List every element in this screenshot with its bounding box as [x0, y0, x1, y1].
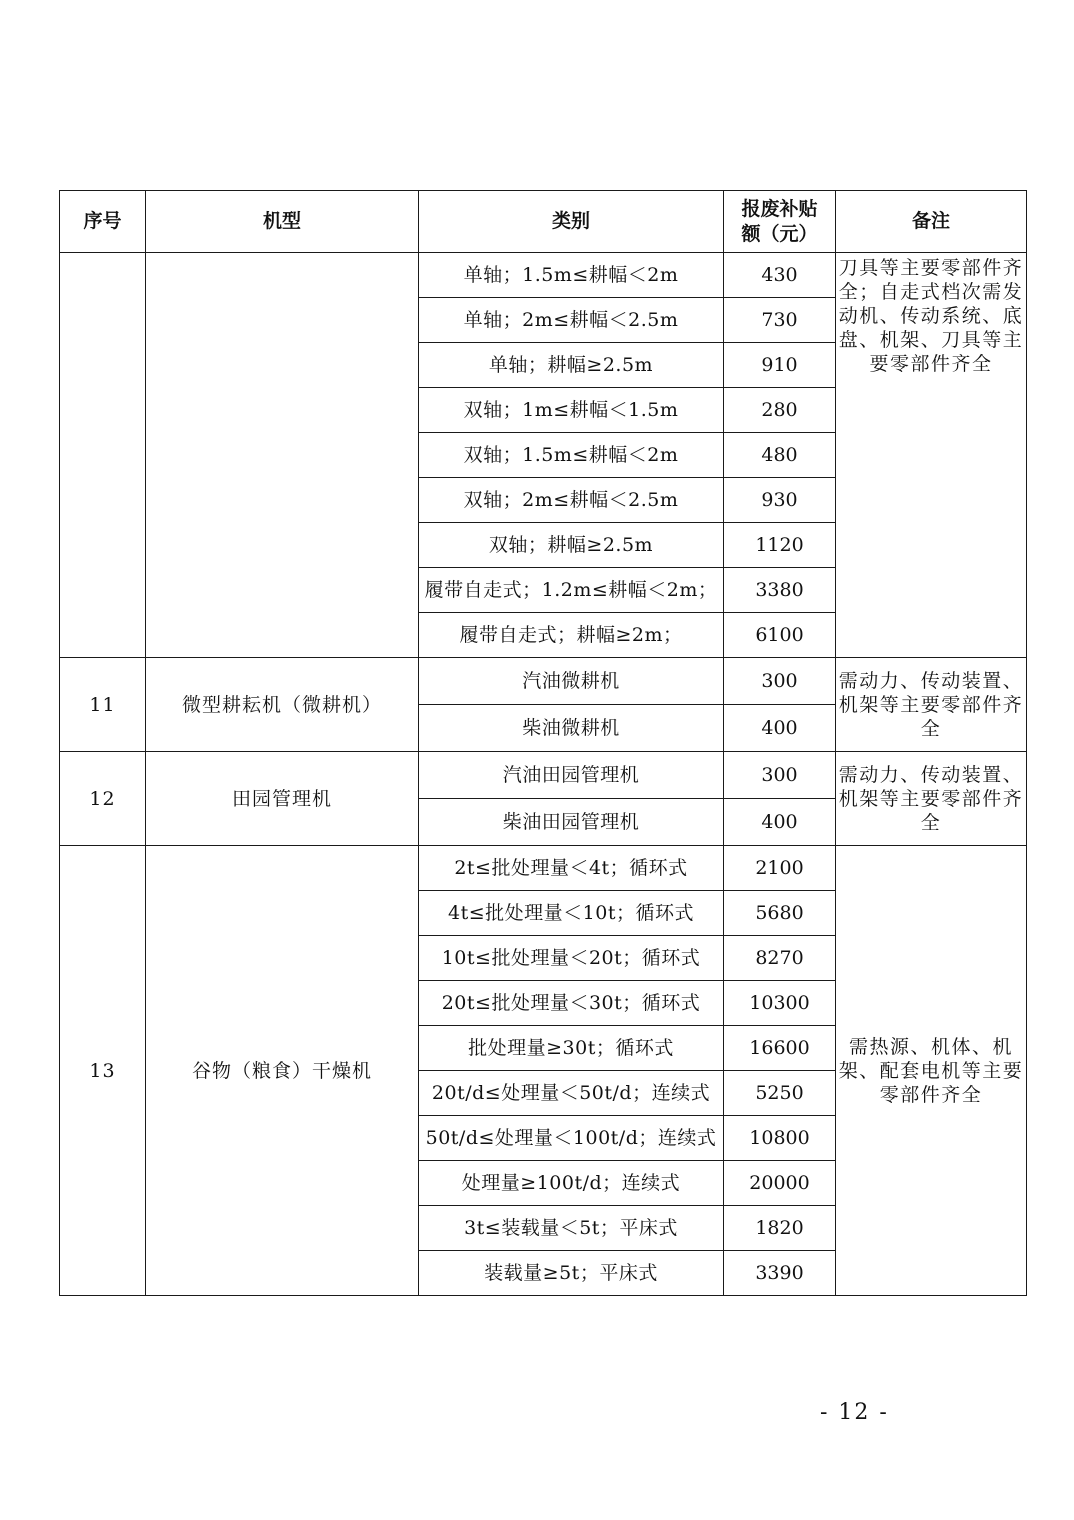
- amount-cell: 280: [724, 388, 836, 433]
- table-row: [60, 752, 1027, 799]
- category-cell: 柴油田园管理机: [419, 799, 724, 846]
- model-cell: 田园管理机: [146, 752, 419, 846]
- model-cell: 谷物（粮食）干燥机: [146, 846, 419, 1296]
- category-cell: 双轴；1.5m≤耕幅＜2m: [419, 433, 724, 478]
- model-cell: 微型耕耘机（微耕机）: [146, 658, 419, 752]
- category-cell: 履带自走式；耕幅≥2m；: [419, 613, 724, 658]
- header-category: 类别: [419, 191, 724, 253]
- amount-cell: 430: [724, 253, 836, 298]
- table-row: [60, 846, 1027, 891]
- note-cell: 需热源、机体、机架、配套电机等主要零部件齐全: [836, 846, 1027, 1296]
- note-cell: 需动力、传动装置、机架等主要零部件齐全: [836, 752, 1027, 846]
- category-cell: 柴油微耕机: [419, 705, 724, 752]
- amount-cell: 730: [724, 298, 836, 343]
- seq-cell: 12: [60, 752, 146, 846]
- amount-cell: 400: [724, 705, 836, 752]
- category-cell: 50t/d≤处理量＜100t/d；连续式: [419, 1116, 724, 1161]
- category-cell: 履带自走式；1.2m≤耕幅＜2m；: [419, 568, 724, 613]
- category-cell: 单轴；耕幅≥2.5m: [419, 343, 724, 388]
- category-cell: 批处理量≥30t；循环式: [419, 1026, 724, 1071]
- category-cell: 装载量≥5t；平床式: [419, 1251, 724, 1296]
- amount-cell: 480: [724, 433, 836, 478]
- seq-cell-empty: [60, 253, 146, 658]
- amount-cell: 400: [724, 799, 836, 846]
- category-cell: 双轴；1m≤耕幅＜1.5m: [419, 388, 724, 433]
- header-amount-line2: 额（元）: [741, 222, 818, 245]
- header-note: 备注: [836, 191, 1027, 253]
- seq-cell: 13: [60, 846, 146, 1296]
- note-cell: 刀具等主要零部件齐全；自走式档次需发动机、传动系统、底盘、机架、刀具等主要零部件齐全: [836, 253, 1027, 658]
- amount-cell: 3380: [724, 568, 836, 613]
- category-cell: 双轴；耕幅≥2.5m: [419, 523, 724, 568]
- category-cell: 2t≤批处理量＜4t；循环式: [419, 846, 724, 891]
- amount-cell: 3390: [724, 1251, 836, 1296]
- amount-cell: 10300: [724, 981, 836, 1026]
- category-cell: 3t≤装载量＜5t；平床式: [419, 1206, 724, 1251]
- category-cell: 20t/d≤处理量＜50t/d；连续式: [419, 1071, 724, 1116]
- header-amount: [724, 191, 836, 253]
- category-cell: 汽油微耕机: [419, 658, 724, 705]
- amount-cell: 5680: [724, 891, 836, 936]
- subsidy-table: [59, 190, 1027, 1296]
- category-cell: 4t≤批处理量＜10t；循环式: [419, 891, 724, 936]
- category-cell: 20t≤批处理量＜30t；循环式: [419, 981, 724, 1026]
- seq-cell: 11: [60, 658, 146, 752]
- amount-cell: 10800: [724, 1116, 836, 1161]
- amount-cell: 8270: [724, 936, 836, 981]
- page-number: - 12 -: [820, 1400, 889, 1425]
- amount-cell: 910: [724, 343, 836, 388]
- amount-cell: 300: [724, 752, 836, 799]
- category-cell: 单轴；2m≤耕幅＜2.5m: [419, 298, 724, 343]
- header-model: 机型: [146, 191, 419, 253]
- category-cell: 10t≤批处理量＜20t；循环式: [419, 936, 724, 981]
- amount-cell: 6100: [724, 613, 836, 658]
- amount-cell: 300: [724, 658, 836, 705]
- amount-cell: 20000: [724, 1161, 836, 1206]
- table-row: [60, 253, 1027, 298]
- amount-cell: 1820: [724, 1206, 836, 1251]
- note-cell: 需动力、传动装置、机架等主要零部件齐全: [836, 658, 1027, 752]
- model-cell-empty: [146, 253, 419, 658]
- amount-cell: 1120: [724, 523, 836, 568]
- category-cell: 汽油田园管理机: [419, 752, 724, 799]
- amount-cell: 5250: [724, 1071, 836, 1116]
- category-cell: 单轴；1.5m≤耕幅＜2m: [419, 253, 724, 298]
- header-amount-line1: 报废补贴: [741, 197, 818, 220]
- amount-cell: 930: [724, 478, 836, 523]
- amount-cell: 2100: [724, 846, 836, 891]
- table-header-row: [60, 191, 1027, 253]
- category-cell: 双轴；2m≤耕幅＜2.5m: [419, 478, 724, 523]
- table-row: [60, 658, 1027, 705]
- amount-cell: 16600: [724, 1026, 836, 1071]
- category-cell: 处理量≥100t/d；连续式: [419, 1161, 724, 1206]
- header-seq: 序号: [60, 191, 146, 253]
